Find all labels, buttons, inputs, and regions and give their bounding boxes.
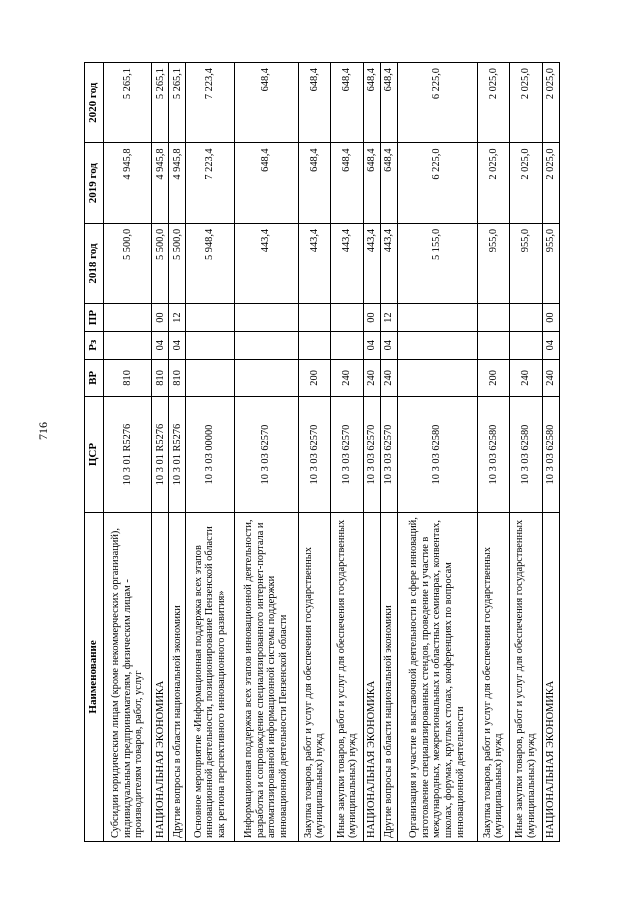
row-rz: 04: [363, 331, 380, 359]
row-name: Закупка товаров, работ и услуг для обеспечения государственных (муниципальных) нужд: [477, 512, 510, 841]
row-rz: [186, 331, 234, 359]
row-pr: 00: [542, 304, 559, 332]
row-csr: 10 3 01 R5276: [152, 397, 169, 513]
row-rz: [510, 331, 543, 359]
row-2020: 648,4: [234, 63, 298, 143]
table-row: [152, 63, 169, 842]
row-2020: 2 025,0: [477, 63, 510, 143]
row-2020: 648,4: [298, 63, 331, 143]
row-pr: 00: [363, 304, 380, 332]
row-2018: 443,4: [331, 223, 364, 303]
row-2020: 5 265,1: [169, 63, 186, 143]
row-vr: 810: [169, 359, 186, 397]
row-vr: 810: [104, 359, 152, 397]
row-vr: 240: [363, 359, 380, 397]
header-pr: ПР: [85, 304, 104, 332]
row-pr: [298, 304, 331, 332]
row-2019: 648,4: [234, 143, 298, 223]
row-vr: [234, 359, 298, 397]
row-vr: 810: [152, 359, 169, 397]
row-rz: [298, 331, 331, 359]
row-2019: 6 225,0: [397, 143, 477, 223]
row-2019: 648,4: [298, 143, 331, 223]
table-row: [104, 63, 152, 842]
row-name: Иные закупки товаров, работ и услуг для обеспечения государственных (муниципальных) нужд: [331, 512, 364, 841]
row-rz: [331, 331, 364, 359]
row-csr: 10 3 03 62580: [510, 397, 543, 513]
row-rz: 04: [169, 331, 186, 359]
row-vr: 240: [380, 359, 397, 397]
row-2020: 648,4: [331, 63, 364, 143]
row-pr: 12: [380, 304, 397, 332]
row-rz: [477, 331, 510, 359]
row-vr: 240: [542, 359, 559, 397]
row-name: Организация и участие в выставочной деятельности в сфере инноваций, изготовление специализированных стендов, проведение и участие в международных, межрегиональных и областных семинарах, конвентах, школах, форумах, круглых столах, конференциях по вопросам инновационной деятельности: [397, 512, 477, 841]
row-2019: 4 945,8: [169, 143, 186, 223]
row-rz: 04: [152, 331, 169, 359]
header-name: Наименование: [85, 512, 104, 841]
budget-table: [84, 62, 560, 842]
header-rz: Рз: [85, 331, 104, 359]
table-row: [186, 63, 234, 842]
row-pr: [477, 304, 510, 332]
row-2019: 7 223,4: [186, 143, 234, 223]
row-vr: 240: [331, 359, 364, 397]
row-vr: 200: [477, 359, 510, 397]
table-body: [104, 63, 560, 842]
row-2018: 443,4: [380, 223, 397, 303]
row-2020: 648,4: [380, 63, 397, 143]
row-vr: 200: [298, 359, 331, 397]
row-2018: 443,4: [298, 223, 331, 303]
row-2018: 5 500,0: [152, 223, 169, 303]
row-pr: [104, 304, 152, 332]
header-csr: ЦСР: [85, 397, 104, 513]
header-2019: 2019 год: [85, 143, 104, 223]
row-2018: 5 155,0: [397, 223, 477, 303]
row-2018: 955,0: [542, 223, 559, 303]
row-2020: 2 025,0: [510, 63, 543, 143]
row-pr: 12: [169, 304, 186, 332]
row-name: Другие вопросы в области национальной экономики: [380, 512, 397, 841]
table-row: [331, 63, 364, 842]
row-vr: [186, 359, 234, 397]
table-row: [169, 63, 186, 842]
row-name: НАЦИОНАЛЬНАЯ ЭКОНОМИКА: [152, 512, 169, 841]
row-2019: 648,4: [331, 143, 364, 223]
row-name: Основное мероприятие «Информационная поддержка всех этапов инновационной деятельности, позиционирование Пензенской области как региона перспективного инновационного развития»: [186, 512, 234, 841]
row-csr: 10 3 03 62570: [363, 397, 380, 513]
row-2019: 648,4: [380, 143, 397, 223]
row-name: Другие вопросы в области национальной экономики: [169, 512, 186, 841]
row-vr: [397, 359, 477, 397]
row-2020: 6 225,0: [397, 63, 477, 143]
table-row: [363, 63, 380, 842]
row-2018: 5 948,4: [186, 223, 234, 303]
row-pr: [234, 304, 298, 332]
row-2019: 2 025,0: [510, 143, 543, 223]
table-row: [397, 63, 477, 842]
row-name: Информационная поддержка всех этапов инновационной деятельности, разработка и сопровождение специализированного интернет-портала и автоматизированной информационной системы поддержки инновационной деятельности Пензенской области: [234, 512, 298, 841]
row-2020: 5 265,1: [152, 63, 169, 143]
row-name: НАЦИОНАЛЬНАЯ ЭКОНОМИКА: [363, 512, 380, 841]
row-rz: [397, 331, 477, 359]
row-pr: [186, 304, 234, 332]
table-row: [542, 63, 559, 842]
row-csr: 10 3 03 00000: [186, 397, 234, 513]
row-2018: 443,4: [363, 223, 380, 303]
row-2020: 648,4: [363, 63, 380, 143]
page-number: 716: [36, 422, 50, 440]
row-csr: 10 3 03 62580: [397, 397, 477, 513]
budget-table-rotated: [84, 62, 560, 842]
row-2019: 4 945,8: [104, 143, 152, 223]
row-csr: 10 3 03 62570: [331, 397, 364, 513]
row-csr: 10 3 01 R5276: [104, 397, 152, 513]
row-name: Субсидии юридическим лицам (кроме некоммерческих организаций), индивидуальным предпринимателям, физическим лицам - производителям товаров, работ, услуг: [104, 512, 152, 841]
row-2019: 4 945,8: [152, 143, 169, 223]
row-2018: 5 500,0: [104, 223, 152, 303]
row-pr: 00: [152, 304, 169, 332]
row-2018: 5 500,0: [169, 223, 186, 303]
row-2020: 7 223,4: [186, 63, 234, 143]
row-pr: [510, 304, 543, 332]
row-name: Закупка товаров, работ и услуг для обеспечения государственных (муниципальных) нужд: [298, 512, 331, 841]
row-csr: 10 3 03 62570: [380, 397, 397, 513]
row-pr: [331, 304, 364, 332]
row-2020: 2 025,0: [542, 63, 559, 143]
row-rz: [234, 331, 298, 359]
table-row: [298, 63, 331, 842]
header-vr: ВР: [85, 359, 104, 397]
header-2020: 2020 год: [85, 63, 104, 143]
row-2019: 648,4: [363, 143, 380, 223]
table-row: [234, 63, 298, 842]
row-csr: 10 3 01 R5276: [169, 397, 186, 513]
table-row: [510, 63, 543, 842]
row-csr: 10 3 03 62580: [542, 397, 559, 513]
table-row: [380, 63, 397, 842]
row-2019: 2 025,0: [477, 143, 510, 223]
row-2019: 2 025,0: [542, 143, 559, 223]
row-rz: 04: [542, 331, 559, 359]
row-name: НАЦИОНАЛЬНАЯ ЭКОНОМИКА: [542, 512, 559, 841]
row-rz: [104, 331, 152, 359]
row-2018: 443,4: [234, 223, 298, 303]
row-rz: 04: [380, 331, 397, 359]
row-pr: [397, 304, 477, 332]
header-2018: 2018 год: [85, 223, 104, 303]
row-2018: 955,0: [477, 223, 510, 303]
row-name: Иные закупки товаров, работ и услуг для обеспечения государственных (муниципальных) нужд: [510, 512, 543, 841]
row-2018: 955,0: [510, 223, 543, 303]
row-vr: 240: [510, 359, 543, 397]
table-header-row: [85, 63, 104, 842]
row-csr: 10 3 03 62570: [234, 397, 298, 513]
row-csr: 10 3 03 62570: [298, 397, 331, 513]
row-csr: 10 3 03 62580: [477, 397, 510, 513]
row-2020: 5 265,1: [104, 63, 152, 143]
table-row: [477, 63, 510, 842]
